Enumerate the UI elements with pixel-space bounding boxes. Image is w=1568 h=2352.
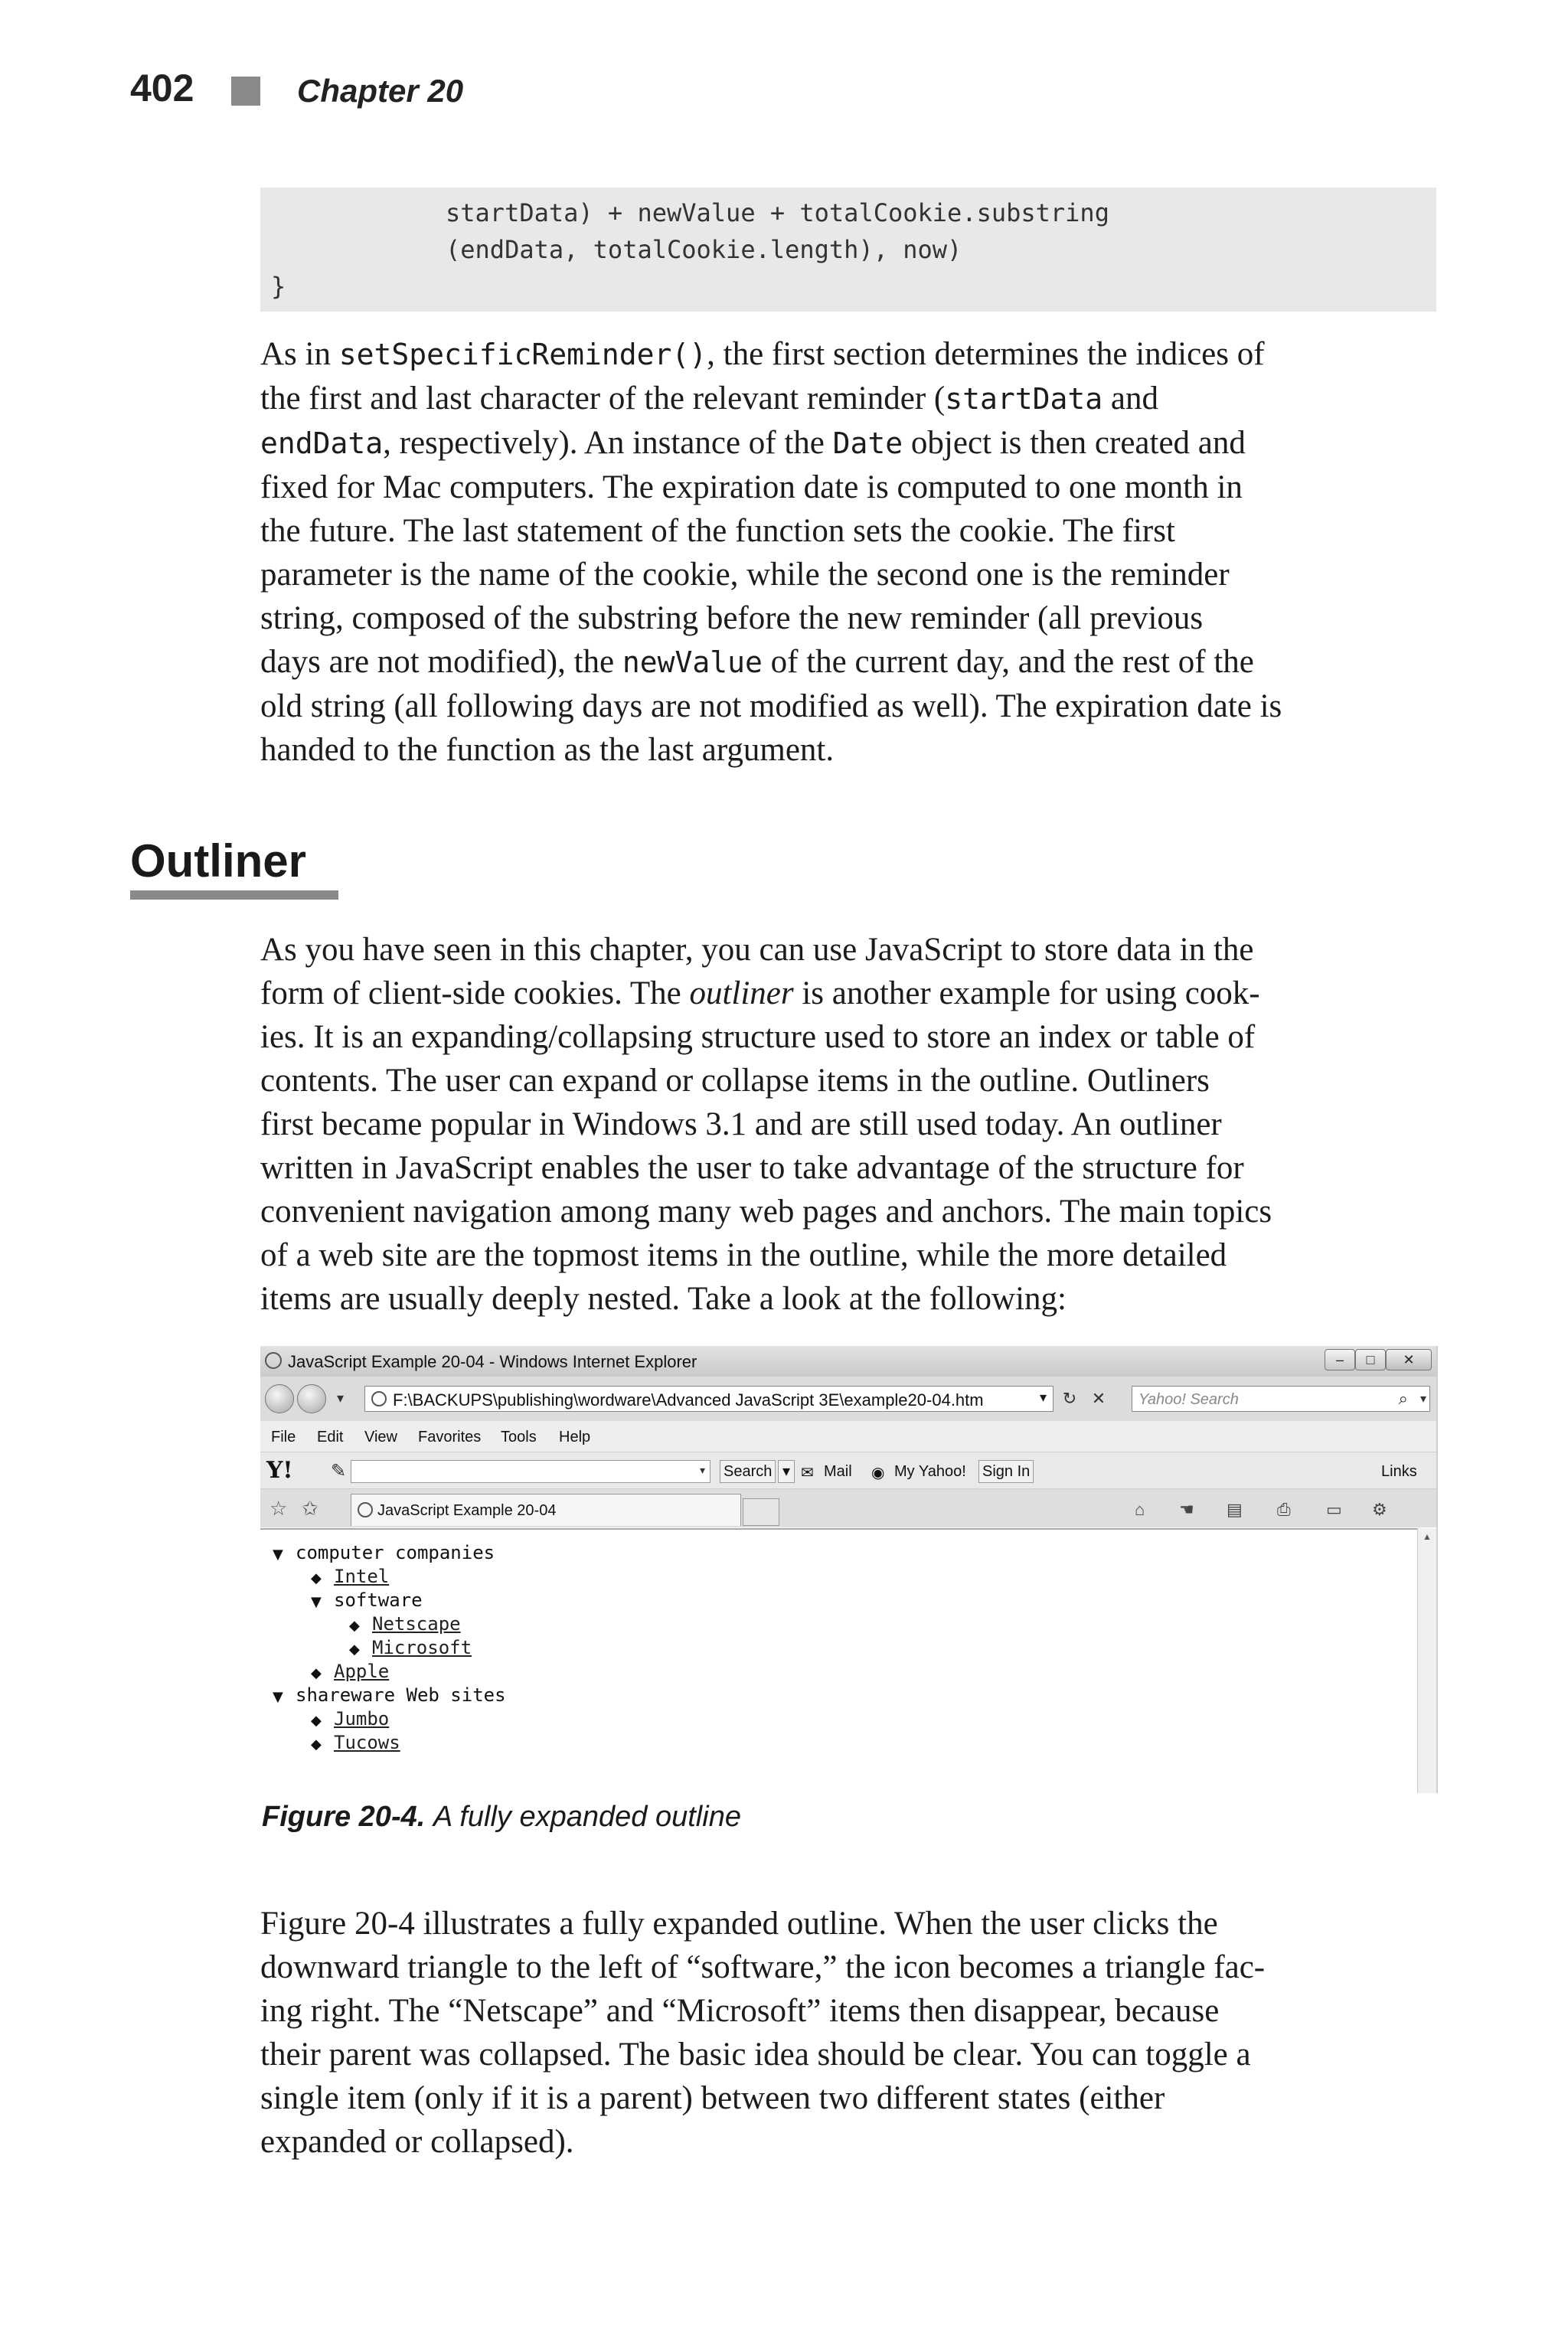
my-yahoo-icon[interactable]: ◉ [871,1465,885,1481]
paragraph-3: Figure 20-4 illustrates a fully expanded outline. When the user clicks the downward triangle to the left of “software,” the icon becomes a triangle fac- ing right. The “Netscape” and “Microsoft” items then disappear, because their parent was collapsed. The basic idea should be clear. You can toggle a single item (only if it is a parent) between two different states (either expanded or collapsed). [260,1906,1266,2160]
print-icon[interactable]: ⎙ [1277,1500,1291,1519]
forward-button[interactable] [297,1384,326,1413]
minimize-button[interactable]: – [1325,1349,1355,1370]
menu-view[interactable]: View [364,1429,397,1446]
scroll-up-icon[interactable]: ▲ [1423,1531,1432,1542]
expanded-triangle-icon[interactable]: ▼ [311,1594,322,1610]
figure-caption: Figure 20-4. A fully expanded outline [262,1801,741,1833]
refresh-icon[interactable]: ↻ [1062,1389,1077,1408]
stop-icon[interactable]: ✕ [1091,1389,1106,1408]
close-window-button[interactable]: ✕ [1386,1349,1432,1370]
code-line-1: startData) + newValue + totalCookie.substring [446,198,1109,227]
paragraph-2: As you have seen in this chapter, you can use JavaScript to store data in the form of client-side cookies. The outliner is another example for using cook- ies. It is an expanding/collapsing structure used to store an index or table of contents. The user can expand or collapse items in the outline. Outliners first became popular in Windows 3.1 and are still used today. An outliner written in JavaScript enables the user to take advantage of the structure for convenient navigation among many web pages and anchors. The main topics of a web site are the topmost items in the outline, while the more detailed items are usually deeply nested. Take a look at the following: [260,932,1272,1317]
expanded-triangle-icon[interactable]: ▼ [273,1689,283,1705]
header-square [231,77,260,106]
new-tab-button[interactable] [743,1498,779,1526]
address-url: F:\BACKUPS\publishing\wordware\Advanced JavaScript 3E\example20-04.htm [393,1390,984,1410]
outline-item[interactable]: ◆ Apple [311,1661,390,1682]
figure-browser-screenshot [260,1346,1438,1793]
menu-tools[interactable]: Tools [501,1429,537,1446]
yahoo-toolbar [260,1452,1436,1489]
code-line-2: (endData, totalCookie.length), now) [446,235,962,264]
address-row [260,1377,1436,1421]
toolbar-search-dropdown-icon[interactable]: ▾ [778,1460,795,1483]
home-icon[interactable]: ⌂ [1135,1500,1145,1519]
outline-item[interactable]: ◆ Microsoft [349,1637,472,1658]
ie-logo-icon [265,1352,282,1369]
tabs-row [260,1488,1436,1527]
toolbar-mail[interactable]: Mail [824,1463,852,1480]
toolbar-sign-in[interactable]: Sign In [978,1460,1034,1483]
code-listing [260,188,1436,312]
toolbar-search-button[interactable]: Search [720,1460,776,1483]
address-bar[interactable] [364,1386,1054,1412]
toolbar-links[interactable]: Links [1381,1463,1417,1480]
search-icon[interactable]: ⌕ [1398,1389,1408,1408]
menu-edit[interactable]: Edit [317,1429,344,1446]
heading-rule [130,890,338,900]
page-icon [371,1391,387,1406]
menu-favorites[interactable]: Favorites [418,1429,482,1446]
outline-item[interactable]: ◆ Netscape [349,1613,461,1635]
pencil-icon[interactable]: ✎ [331,1461,347,1481]
tools-gear-icon[interactable]: ⚙ [1372,1500,1387,1519]
yahoo-logo[interactable]: Y! [266,1457,293,1484]
mail-icon[interactable]: ✉ [801,1465,814,1481]
search-dropdown-icon[interactable]: ▾ [1419,1393,1426,1406]
yahoo-search-input[interactable] [351,1460,710,1483]
chapter-label: Chapter 20 [297,73,464,109]
outline-item[interactable]: ▼ computer companies [273,1542,495,1563]
address-dropdown-icon[interactable]: ▾ [1039,1390,1047,1405]
search-placeholder: Yahoo! Search [1138,1391,1239,1408]
diamond-bullet-icon: ◆ [349,1618,360,1634]
diamond-bullet-icon: ◆ [349,1642,360,1658]
add-favorite-icon[interactable]: ✩ [302,1497,318,1520]
maximize-button[interactable]: □ [1355,1349,1386,1370]
tab-page-icon [358,1502,373,1517]
page-menu-icon[interactable]: ▭ [1326,1500,1342,1519]
menu-help[interactable]: Help [559,1429,591,1446]
menu-file[interactable]: File [271,1429,296,1446]
diamond-bullet-icon: ◆ [311,1665,322,1681]
outline-item[interactable]: ◆ Intel [311,1566,390,1587]
browser-content [260,1528,1418,1793]
feeds-icon[interactable]: ▤ [1227,1500,1243,1519]
menu-bar [260,1421,1436,1452]
search-input[interactable] [1132,1386,1430,1412]
tab-javascript-example[interactable] [351,1494,741,1526]
outline-item[interactable]: ◆ Jumbo [311,1708,390,1730]
paragraph-1: As in setSpecificReminder(), the first section determines the indices of the first and last character of the relevant reminder (startData and endData, respectively). An instance of the Date object is then created and fixed for Mac computers. The expiration date is computed to one month in the future. The last statement of the function sets the cookie. The first parameter is the name of the cookie, while the second one is the reminder string, composed of the substring before the new reminder (all previous days are not modified), the newValue of the current day, and the rest of the old string (all following days are not modified as well). The expiration date is handed to the function as the last argument. [260,336,1282,768]
diamond-bullet-icon: ◆ [311,1713,322,1729]
window-title: JavaScript Example 20-04 - Windows Internet Explorer [288,1352,697,1371]
back-button[interactable] [265,1384,294,1413]
tab-label: JavaScript Example 20-04 [377,1502,557,1519]
outline-item[interactable]: ▼ software [311,1589,423,1611]
section-heading: Outliner [130,835,307,887]
window-titlebar [260,1346,1436,1377]
nav-dropdown-icon[interactable]: ▾ [337,1390,345,1406]
page-number: 402 [130,67,194,109]
vertical-scrollbar[interactable] [1417,1528,1436,1793]
toolbar-my-yahoo[interactable]: My Yahoo! [894,1463,966,1480]
favorites-star-icon[interactable]: ☆ [270,1497,288,1520]
yahoo-input-dropdown-icon[interactable]: ▾ [699,1464,705,1476]
diamond-bullet-icon: ◆ [311,1570,322,1586]
diamond-bullet-icon: ◆ [311,1736,322,1753]
expanded-triangle-icon[interactable]: ▼ [273,1547,283,1563]
hand-icon[interactable]: ☚ [1179,1500,1194,1519]
outline-item[interactable]: ◆ Tucows [311,1732,400,1753]
code-line-3: } [271,272,286,301]
outline-item[interactable]: ▼ shareware Web sites [273,1684,506,1706]
